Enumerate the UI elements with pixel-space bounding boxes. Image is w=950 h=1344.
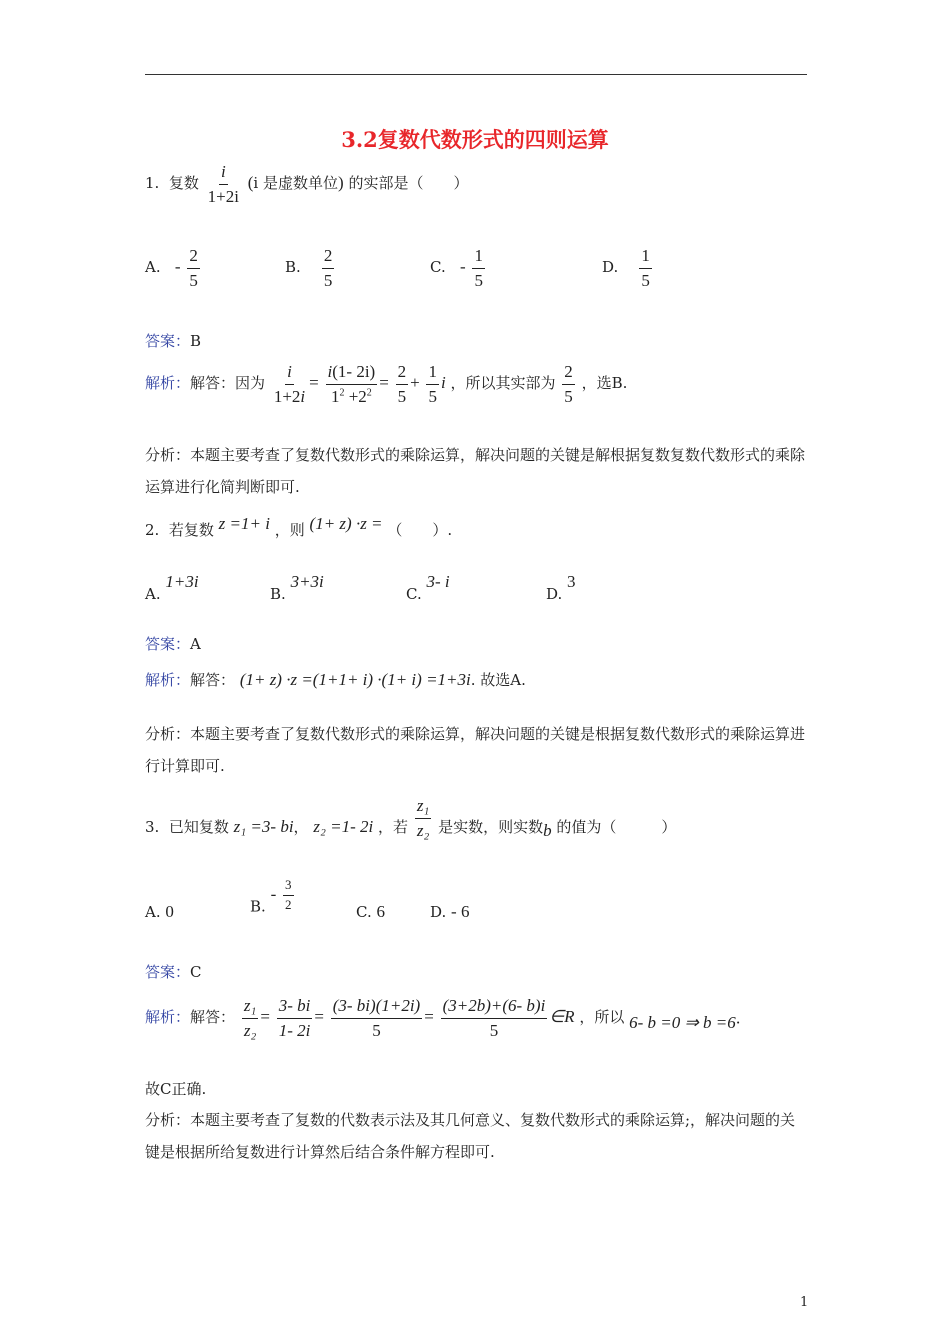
q1-option-b: B. $\frac{2}{5}$ — [285, 246, 333, 290]
page-number: 1 — [800, 1295, 809, 1310]
stem-paren-text: i 是虚数单位 — [253, 174, 338, 193]
q1-comment: 分析：本题主要考查了复数代数形式的乘除运算，解决问题的关键是解根据复数复数代数形式的乘除运算进行化简判断即可. — [145, 446, 806, 496]
question-2-stem: 2. 若复数 z =1+ i ，则 (1+ z) ·z = （ ）. — [145, 514, 453, 539]
q1-analysis: 解析：解答：因为 $\frac{i}{1+2i}$ = $\frac{i(1- 2i)}{1^2 +2^2}$ = $\frac{2}{5}$ + $\frac{1}{5}$ i ，所以其实部为 $\frac{2}{5}$ ，选B. — [145, 362, 628, 406]
stem-fraction: $\frac{i}{1+2i}$ — [207, 162, 239, 206]
q3-option-d: D. - 6 — [430, 902, 470, 921]
q3-option-c: C. 6 — [356, 902, 385, 921]
q3-analysis: 解析：解答： $\frac{\text{z₁}}{\text{z₂}}$ = $\frac{3- bi}{1- 2i}$ = $\frac{(3- bi)(1+2i)}{5}$ = $\frac{(3+2b)+(6- b)i}{5}$ ∈R ，所以 6- b =0 ⇒ b =6· — [145, 996, 740, 1040]
q3-answer: 答案：C — [145, 963, 202, 981]
q3-comment: 分析：本题主要考查了复数的代数表示法及其几何意义、复数代数形式的乘除运算;，解决问题的关键是根据所给复数进行计算然后结合条件解方程即可. — [145, 1111, 796, 1161]
question-number: 1. — [145, 174, 160, 193]
stem-text: 复数 — [168, 174, 199, 193]
q2-option-b: B. 3+3i — [270, 572, 324, 603]
q2-option-d: D. 3 — [546, 572, 576, 603]
q1-answer: 答案：B — [145, 332, 202, 350]
page-title: 3.2复数代数形式的四则运算 — [341, 127, 609, 152]
q3-conclusion: 故C正确. — [145, 1080, 207, 1098]
q1-option-c: C. - $\frac{1}{5}$ — [430, 246, 483, 290]
q3-option-a: A. 0 — [145, 902, 174, 921]
q3-option-b: B. - $\frac{3}{2}$ — [250, 877, 292, 916]
q2-option-a: A. 1+3i — [145, 572, 199, 603]
question-1-stem: 1. 复数 $\frac{i}{1+2i}$ (i 是虚数单位) 的实部是（ ） — [145, 162, 469, 206]
q2-answer: 答案：A — [145, 635, 201, 653]
question-3-stem: 3. 已知复数 z₁ =3- bi， z₂ =1- 2i ，若 $\frac{\text{z₁}}{\text{z₂}}$ 是实数，则实数b 的值为（ ） — [145, 796, 677, 841]
q2-option-c: C. 3- i — [406, 572, 450, 603]
q1-option-a: A. - $\frac{2}{5}$ — [145, 246, 198, 290]
header-rule — [145, 74, 807, 75]
q2-analysis: 解析：解答： (1+ z) ·z =(1+1+ i) ·(1+ i) =1+3i. 故选A. — [145, 670, 526, 689]
stem-text-end: 的实部是（ ） — [348, 174, 469, 193]
q2-comment: 分析：本题主要考查了复数代数形式的乘除运算，解决问题的关键是根据复数代数形式的乘除运算进行计算即可. — [145, 725, 806, 775]
q1-option-d: D. $\frac{1}{5}$ — [602, 246, 650, 290]
